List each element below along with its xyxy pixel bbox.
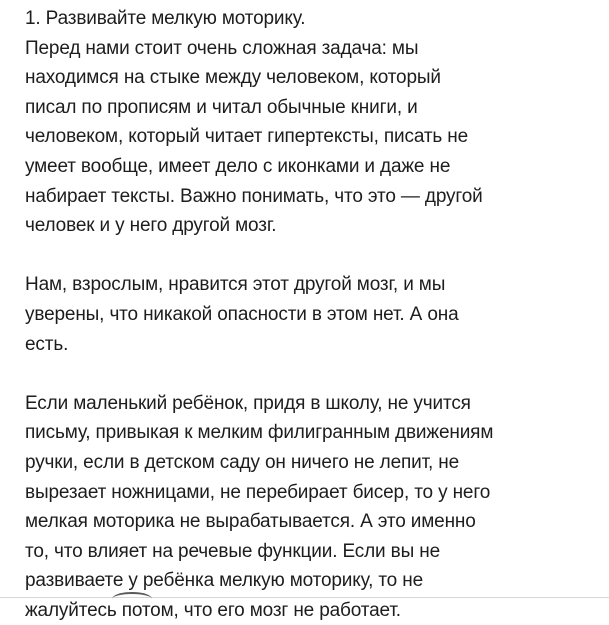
paragraph-3-line: развиваете у ребёнка мелкую моторику, то не (25, 570, 423, 592)
post-heading: 1. Развивайте мелкую моторику. (25, 8, 306, 29)
paragraph-3-line: письму, привыкая к мелким филигранным движениям (25, 422, 494, 444)
paragraph-3-line: мелкая моторика не вырабатывается. А это именно (25, 511, 476, 533)
paragraph-1-line: человек и у него другой мозг. (25, 215, 277, 237)
paragraph-3-line: ручки, если в детском саду он ничего не лепит, не (25, 451, 460, 473)
paragraph-3-line: то, что влияет на речевые функции. Если вы не (25, 540, 440, 562)
bottom-edge-arc (112, 592, 152, 606)
paragraph-2-line: есть. (25, 333, 69, 355)
paragraph-1 (25, 34, 601, 241)
paragraph-3 (25, 389, 601, 625)
paragraph-3-line: Если маленький ребёнок, придя в школу, не учится (25, 392, 471, 414)
paragraph-1-line: находимся на стыке между человеком, который (25, 67, 441, 89)
post-text (25, 4, 601, 625)
paragraph-1-line: набирает тексты. Важно понимать, что это — другой (25, 185, 483, 207)
paragraph-1-line: человеком, который читает гипертексты, писать не (25, 126, 469, 148)
paragraph-1-line: умеет вообще, имеет дело с иконками и даже не (25, 155, 451, 177)
paragraph-spacer (25, 359, 601, 389)
paragraph-spacer (25, 241, 601, 271)
bottom-divider (0, 597, 609, 598)
paragraph-3-line: жалуйтесь потом, что его мозг не работает. (25, 599, 401, 621)
paragraph-1-line: писал по прописям и читал обычные книги, и (25, 96, 418, 118)
paragraph-3-line: вырезает ножницами, не перебирает бисер, то у него (25, 481, 491, 503)
paragraph-2 (25, 270, 601, 359)
paragraph-2-line: Нам, взрослым, нравится этот другой мозг, и мы (25, 274, 446, 296)
paragraph-1-line: Перед нами стоит очень сложная задача: мы (25, 37, 419, 59)
paragraph-2-line: уверены, что никакой опасности в этом нет. А она (25, 303, 459, 325)
